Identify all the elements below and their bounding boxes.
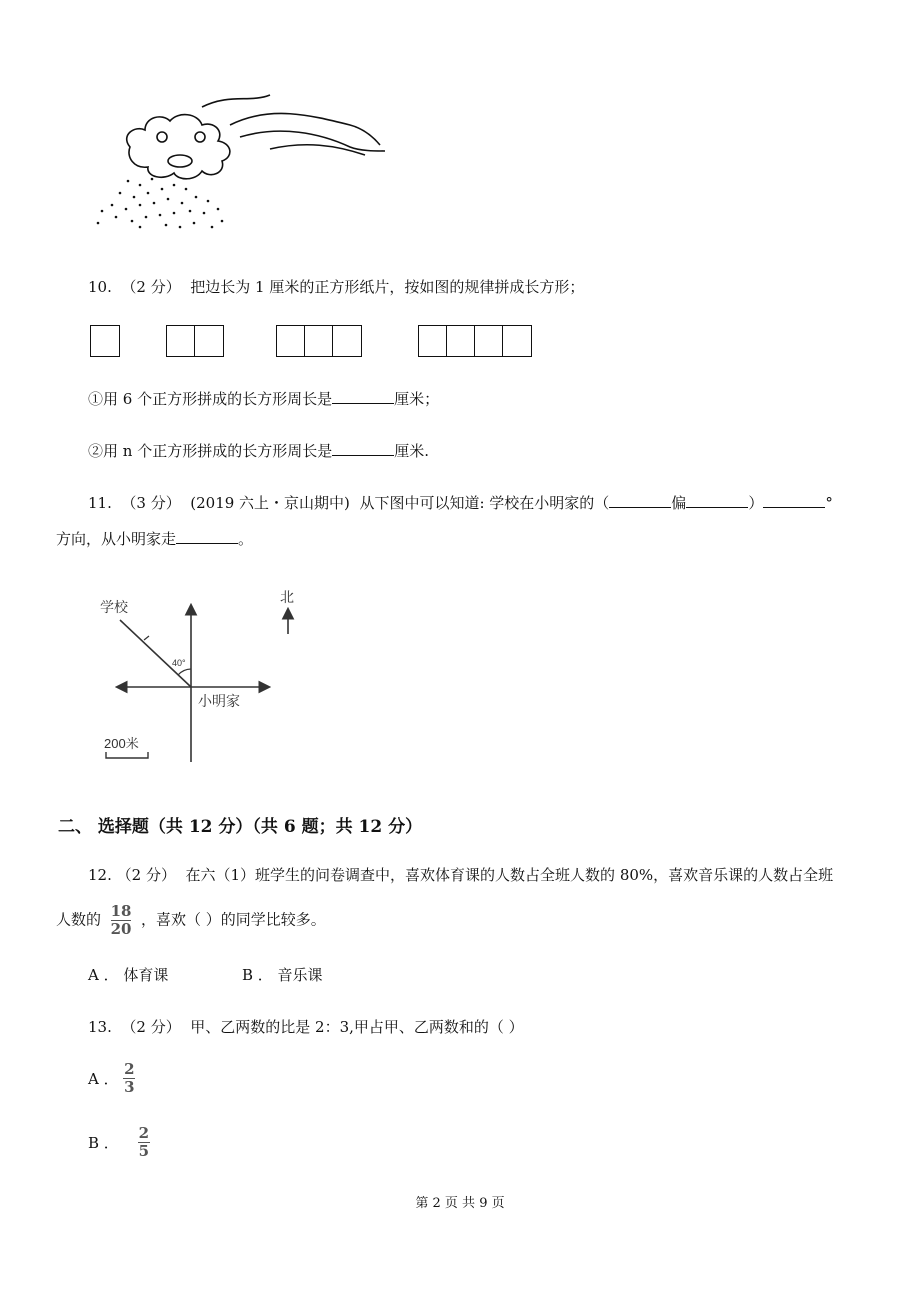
square <box>277 326 305 356</box>
square <box>419 326 447 356</box>
q12-option-b[interactable]: B ． 音乐课 <box>242 966 323 984</box>
fraction-denominator: 3 <box>124 1078 135 1096</box>
q11-text1: 从下图中可以知道: 学校在小明家的（ <box>359 494 610 512</box>
q13-option-b-label: B ． <box>88 1134 119 1152</box>
q11-source: (2019 六上・京山期中) <box>190 494 350 512</box>
q11-close: ） <box>748 494 764 512</box>
wind-cloud-illustration <box>90 85 400 235</box>
square-group-1 <box>90 325 120 357</box>
q11-degree: ° <box>825 494 833 512</box>
answer-blank[interactable] <box>332 389 394 404</box>
label-home: 小明家 <box>198 693 240 709</box>
q12-text2-prefix: 人数的 <box>56 910 102 929</box>
q13-option-b[interactable] <box>88 1126 150 1159</box>
q10-number: 10. <box>88 278 112 296</box>
scale-bar <box>106 752 148 758</box>
square <box>333 326 361 356</box>
square <box>305 326 333 356</box>
q11-pian: 偏 <box>671 494 687 512</box>
square <box>195 326 223 356</box>
q13-score: （2 分） <box>121 1018 181 1036</box>
q13-number: 13. <box>88 1018 112 1036</box>
square <box>447 326 475 356</box>
angle-arc <box>178 669 191 675</box>
q12-number: 12. <box>88 866 112 884</box>
fraction-18-20 <box>111 904 132 937</box>
fraction-denominator: 20 <box>110 920 132 938</box>
q12-stem-line2 <box>56 904 326 937</box>
fraction-numerator: 2 <box>138 1124 150 1142</box>
q10-sub1-suffix: 厘米； <box>394 390 440 408</box>
q12-text2-suffix: ，喜欢（ ）的同学比较多。 <box>140 910 326 929</box>
q12-option-a[interactable]: A ． 体育课 <box>88 966 169 984</box>
square <box>503 326 531 356</box>
q13-stem <box>88 1016 524 1037</box>
square-group-4 <box>418 325 532 357</box>
q10-sub1-prefix: ①用 6 个正方形拼成的长方形周长是 <box>88 390 333 408</box>
answer-blank[interactable] <box>609 493 671 508</box>
school-direction-line <box>120 620 191 687</box>
answer-blank[interactable] <box>332 441 394 456</box>
label-north: 北 <box>280 589 294 605</box>
fraction-numerator: 2 <box>124 1060 135 1078</box>
q10-stem <box>88 276 584 297</box>
square-group-2 <box>166 325 224 357</box>
answer-blank[interactable] <box>176 529 238 544</box>
q11-score: （3 分） <box>121 494 181 512</box>
q12-text1: 在六（1）班学生的问卷调查中，喜欢体育课的人数占全班人数的 80%，喜欢音乐课的人数占全班 <box>185 866 834 884</box>
fraction-2-3 <box>123 1062 135 1095</box>
q13-option-a[interactable] <box>88 1062 135 1095</box>
q10-sub1 <box>88 388 439 409</box>
q11-number: 11. <box>88 494 112 512</box>
q11-stem-line2 <box>56 528 253 549</box>
fraction-numerator: 18 <box>110 902 132 920</box>
direction-map <box>96 584 316 766</box>
label-angle: 40° <box>172 658 186 668</box>
q11-text2: 方向，从小明家走 <box>56 530 177 548</box>
q11-stem <box>88 492 833 513</box>
square <box>475 326 503 356</box>
answer-blank[interactable] <box>763 493 825 508</box>
fraction-denominator: 5 <box>138 1142 150 1160</box>
square <box>91 326 119 356</box>
q10-sub2-prefix: ②用 n 个正方形拼成的长方形周长是 <box>88 442 333 460</box>
q12-stem <box>88 864 833 885</box>
page-footer: 第 2 页 共 9 页 <box>415 1196 505 1211</box>
q10-score: （2 分） <box>121 278 181 296</box>
label-scale: 200米 <box>104 736 139 751</box>
fraction-2-5 <box>138 1126 150 1159</box>
q12-score: （2 分） <box>116 866 176 884</box>
q13-option-a-label: A ． <box>88 1070 119 1088</box>
section-heading: 二、 选择题（共 12 分）（共 6 题；共 12 分） <box>58 817 423 837</box>
q11-text2-end: 。 <box>238 530 254 548</box>
label-school: 学校 <box>100 599 128 615</box>
q10-sub2-suffix: 厘米. <box>394 442 429 460</box>
q10-text: 把边长为 1 厘米的正方形纸片，按如图的规律拼成长方形； <box>190 278 585 296</box>
square-group-3 <box>276 325 362 357</box>
square <box>167 326 195 356</box>
answer-blank[interactable] <box>686 493 748 508</box>
q10-sub2 <box>88 440 429 461</box>
q13-text: 甲、乙两数的比是 2：3,甲占甲、乙两数和的（ ） <box>190 1018 524 1036</box>
